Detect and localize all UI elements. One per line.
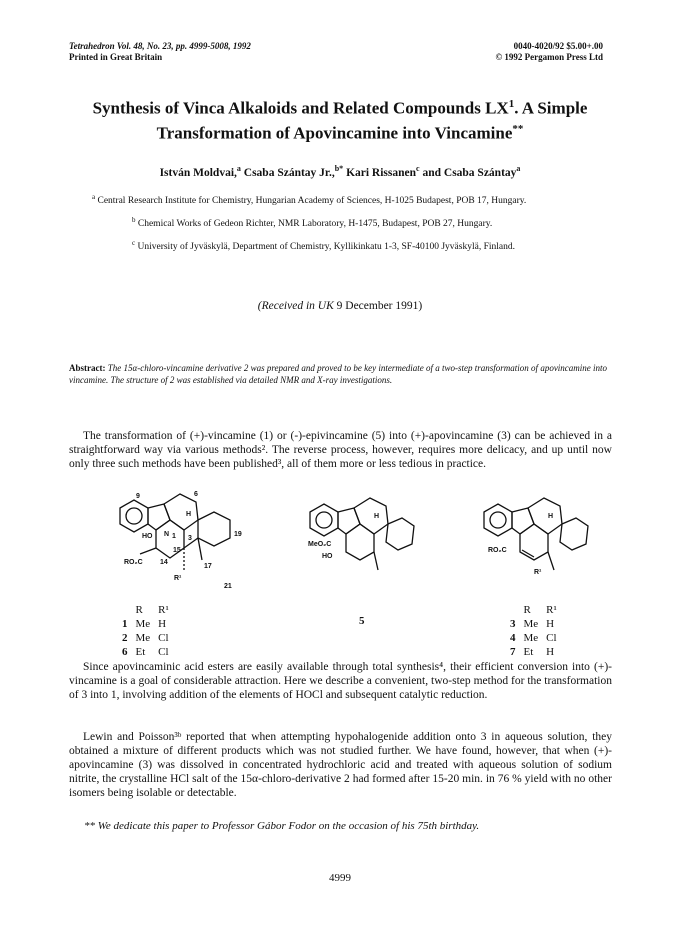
s1-label-RO2C: RO₂C: [124, 559, 143, 566]
table-row: [122, 632, 175, 644]
r1-value: Cl: [158, 646, 169, 658]
affiliation-a: [92, 193, 526, 206]
r-value: Me: [135, 618, 151, 630]
s5-label-HO: HO: [322, 553, 333, 560]
abstract: [69, 362, 611, 386]
article-code: 0040-4020/92 $5.00+.00: [513, 41, 603, 51]
structure-epivincamine: [308, 498, 414, 570]
r1-value: H: [158, 618, 167, 630]
table-row: [122, 646, 175, 658]
affiliation-a-text: Central Research Institute for Chemistry, Hungarian Academy of Sciences, H-1025 Budapest, POB 17, Hungary.: [97, 196, 527, 207]
dedication-footnote: ** We dedicate this paper to Professor Gábor Fodor on the occasion of his 75th birthday.: [84, 820, 480, 832]
s1-label-14: 14: [160, 559, 168, 566]
table-row: [510, 618, 563, 630]
author-list: [30, 164, 650, 179]
table-header-row: [510, 604, 563, 616]
author-4-sup: a: [516, 164, 521, 173]
s1-label-17: 17: [204, 563, 212, 570]
s1-label-6: 6: [194, 491, 198, 498]
table-header-row: [122, 604, 175, 616]
r-value: Me: [523, 618, 539, 630]
r-value: Et: [523, 646, 534, 658]
s1-label-21: 21: [224, 583, 232, 590]
compound-table-left: [120, 602, 177, 660]
author-4: and Csaba Szántay: [419, 166, 517, 179]
s1-label-9: 9: [136, 493, 140, 500]
compound-number: 7: [510, 646, 516, 658]
chemical-structures: [60, 490, 620, 600]
s1-label-HO: HO: [142, 533, 153, 540]
header-R1: R¹: [546, 604, 557, 616]
structure-apovincamine: [484, 498, 588, 576]
header-R1: R¹: [158, 604, 169, 616]
r-value: Me: [135, 632, 151, 644]
author-2: Csaba Szántay Jr.,: [240, 166, 335, 179]
author-3-sup: c: [416, 164, 420, 173]
affiliation-c-mark: c: [132, 239, 136, 247]
paper-title: [30, 94, 650, 143]
r1-value: H: [546, 646, 555, 658]
abstract-label: Abstract:: [69, 363, 106, 373]
table-row: [122, 618, 175, 630]
paragraph-results: Lewin and Poisson³ᵇ reported that when attempting hypohalogenide addition onto 3 in aqueous solution, they obtained a mixture of different products which was not studied further. We have found, however, that when (+)-apovincamine (3) was dissolved in concentrated hydrochloric acid and treated with aqueous solution of sodium nitrite, the crystalline HCl salt of the 15α-chloro-derivative 2 had formed after 15-20 min. in 76 % yield with no other isomers being isolable or detectable.: [69, 731, 612, 799]
paragraph-motivation: Since apovincaminic acid esters are easily available through total synthesis⁴, their efficient conversion into (+)-vincamine is a goal of considerable attraction. Here we describe a convenient, two-step method for the transformation of 3 into 1, involving addition of the elements of HOCl and subsequent catalytic reduction.: [69, 661, 612, 701]
header-R: R: [523, 604, 531, 616]
received-date-text: 9 December 1991): [333, 300, 423, 312]
s5-label-MeO2C: MeO₂C: [308, 541, 332, 548]
s1-label-H: H: [186, 511, 192, 518]
affiliation-b-text: Chemical Works of Gedeon Richter, NMR Laboratory, H-1475, Budapest, POB 27, Hungary.: [137, 219, 493, 230]
r1-value: H: [546, 618, 555, 630]
journal-citation: Tetrahedron Vol. 48, No. 23, pp. 4999-5008, 1992: [69, 41, 251, 51]
s1-label-19: 19: [234, 531, 242, 538]
abstract-text: The 15α-chloro-vincamine derivative 2 was prepared and proved to be key intermediate of a two-step transformation of apovincamine into vincamine. The structure of 2 was established via detailed NMR and X-ray investigations.: [69, 363, 608, 385]
compound-number: 4: [510, 632, 516, 644]
s1-label-1: 1: [172, 533, 176, 540]
compound-number: 3: [510, 618, 516, 630]
s3-label-RO2C: RO₂C: [488, 547, 507, 554]
affiliation-b-mark: b: [132, 216, 136, 224]
journal-header: [69, 41, 251, 63]
affiliation-b: [132, 216, 492, 229]
received-date: [30, 300, 650, 312]
s1-label-15: 15: [173, 547, 181, 554]
affiliation-a-mark: a: [92, 193, 96, 201]
author-2-sup: b*: [334, 164, 344, 173]
title-sup2: **: [512, 122, 524, 135]
table-row: [510, 632, 563, 644]
s5-label-H: H: [374, 513, 380, 520]
copyright: © 1992 Pergamon Press Ltd: [495, 52, 603, 62]
s3-label-R1: R¹: [534, 569, 542, 576]
paragraph-intro: The transformation of (+)-vincamine (1) or (-)-epivincamine (5) into (+)-apovincamine (3) can be achieved in a straightforward way via various methods². The reverse process, however, requires more delicacy, and up until now only three such methods have been published³, all of them more or less tedious in practice.: [69, 430, 612, 470]
affiliation-c-text: University of Jyväskylä, Department of Chemistry, Kyllikinkatu 1-3, SF-40100 Jyväskylä, Finland.: [137, 242, 515, 253]
author-1-sup: a: [236, 164, 241, 173]
received-prefix: (Received in UK: [257, 300, 334, 312]
title-line2: Transformation of Apovincamine into Vincamine: [156, 123, 513, 143]
s1-label-N1: N: [164, 531, 170, 538]
r-value: Me: [523, 632, 539, 644]
title-line1-tail: . A Simple: [514, 98, 588, 118]
printed-in: Printed in Great Britain: [69, 52, 163, 62]
r-value: Et: [135, 646, 146, 658]
r1-value: Cl: [158, 632, 169, 644]
author-1: István Moldvai,: [159, 166, 237, 179]
structure-vincamine: [120, 491, 242, 590]
author-3: Kari Rissanen: [343, 166, 417, 179]
page-number: 4999: [329, 872, 351, 884]
r1-value: Cl: [546, 632, 557, 644]
table-row: [510, 646, 563, 658]
s1-label-R1: R¹: [174, 575, 182, 582]
affiliation-c: [132, 239, 515, 252]
compound-5-number: 5: [359, 615, 365, 627]
title-line1: Synthesis of Vinca Alkaloids and Related Compounds LX: [92, 98, 509, 118]
compound-table-right: [508, 602, 565, 660]
publisher-header: [495, 41, 603, 63]
header-R: R: [135, 604, 143, 616]
s3-label-H: H: [548, 513, 554, 520]
compound-number: 1: [122, 618, 128, 630]
compound-number: 6: [122, 646, 128, 658]
s1-label-3: 3: [188, 535, 192, 542]
compound-number: 2: [122, 632, 128, 644]
title-sup1: 1: [508, 98, 515, 110]
